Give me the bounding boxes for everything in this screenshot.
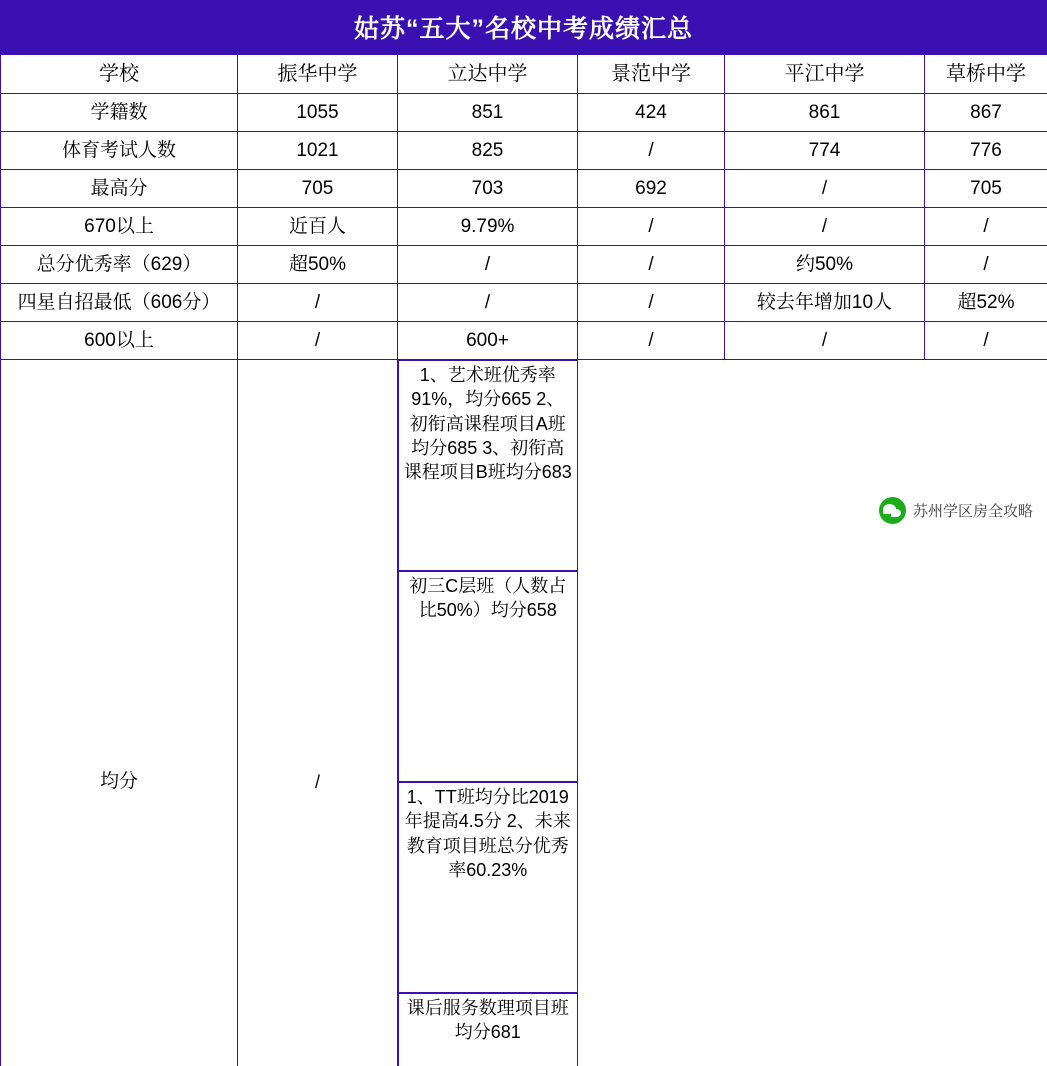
- row-label: 最高分: [1, 170, 238, 208]
- row-label: 670以上: [1, 208, 238, 246]
- cell-value: /: [925, 322, 1047, 360]
- column-header-lida: 立达中学: [398, 55, 578, 94]
- table-row: [1, 284, 1047, 322]
- row-label: 均分: [1, 360, 238, 1066]
- column-header-caoqiao: 草桥中学: [925, 55, 1047, 94]
- cell-value: 初三C层班（人数占比50%）均分658: [398, 571, 578, 782]
- cell-value: /: [578, 132, 725, 170]
- cell-value: /: [725, 208, 925, 246]
- cell-value: 867: [925, 94, 1047, 132]
- wechat-logo-icon: [879, 497, 906, 524]
- cell-value: 774: [725, 132, 925, 170]
- watermark-text: 苏州学区房全攻略: [913, 500, 1033, 521]
- cell-value: /: [578, 322, 725, 360]
- cell-value: 较去年增加10人: [725, 284, 925, 322]
- cell-value: 约50%: [725, 246, 925, 284]
- cell-value: /: [578, 284, 725, 322]
- column-header-school: 学校: [1, 55, 238, 94]
- row-label: 学籍数: [1, 94, 238, 132]
- row-label: 总分优秀率（629）: [1, 246, 238, 284]
- cell-value: /: [925, 208, 1047, 246]
- cell-value: 近百人: [238, 208, 398, 246]
- cell-value: 1、艺术班优秀率91%，均分665 2、初衔高课程项目A班均分685 3、初衔高课程项目B班均分683: [398, 360, 578, 571]
- row-label: 四星自招最低（606分）: [1, 284, 238, 322]
- cell-value: /: [725, 170, 925, 208]
- cell-value: 851: [398, 94, 578, 132]
- column-header-pingjiang: 平江中学: [725, 55, 925, 94]
- cell-value: 9.79%: [398, 208, 578, 246]
- results-table: [0, 54, 1047, 1066]
- cell-value: 超50%: [238, 246, 398, 284]
- cell-value: /: [725, 322, 925, 360]
- table-row: [1, 208, 1047, 246]
- cell-value: 692: [578, 170, 725, 208]
- table-header-row: [1, 55, 1047, 94]
- watermark: [873, 494, 1039, 527]
- row-label: 600以上: [1, 322, 238, 360]
- cell-value: 705: [925, 170, 1047, 208]
- cell-value: 课后服务数理项目班均分681: [398, 993, 578, 1066]
- table-row: [1, 360, 1047, 1066]
- cell-value: /: [578, 208, 725, 246]
- table-row: [1, 94, 1047, 132]
- cell-value: 703: [398, 170, 578, 208]
- table-row: [1, 246, 1047, 284]
- cell-value: 1055: [238, 94, 398, 132]
- row-label: 体育考试人数: [1, 132, 238, 170]
- table-row: [1, 322, 1047, 360]
- cell-value: /: [238, 360, 398, 1066]
- cell-value: 424: [578, 94, 725, 132]
- cell-value: /: [925, 246, 1047, 284]
- cell-value: 600+: [398, 322, 578, 360]
- cell-value: /: [398, 246, 578, 284]
- cell-value: 825: [398, 132, 578, 170]
- cell-value: /: [398, 284, 578, 322]
- cell-value: 超52%: [925, 284, 1047, 322]
- cell-value: 705: [238, 170, 398, 208]
- cell-value: /: [578, 246, 725, 284]
- column-header-jingfan: 景范中学: [578, 55, 725, 94]
- cell-value: 861: [725, 94, 925, 132]
- column-header-zhenhua: 振华中学: [238, 55, 398, 94]
- cell-value: /: [238, 284, 398, 322]
- table-row: [1, 132, 1047, 170]
- cell-value: 776: [925, 132, 1047, 170]
- cell-value: 1021: [238, 132, 398, 170]
- cell-value: /: [238, 322, 398, 360]
- cell-value: 1、TT班均分比2019年提高4.5分 2、未来教育项目班总分优秀率60.23%: [398, 782, 578, 993]
- page-title: 姑苏“五大”名校中考成绩汇总: [0, 0, 1047, 54]
- table-row: [1, 170, 1047, 208]
